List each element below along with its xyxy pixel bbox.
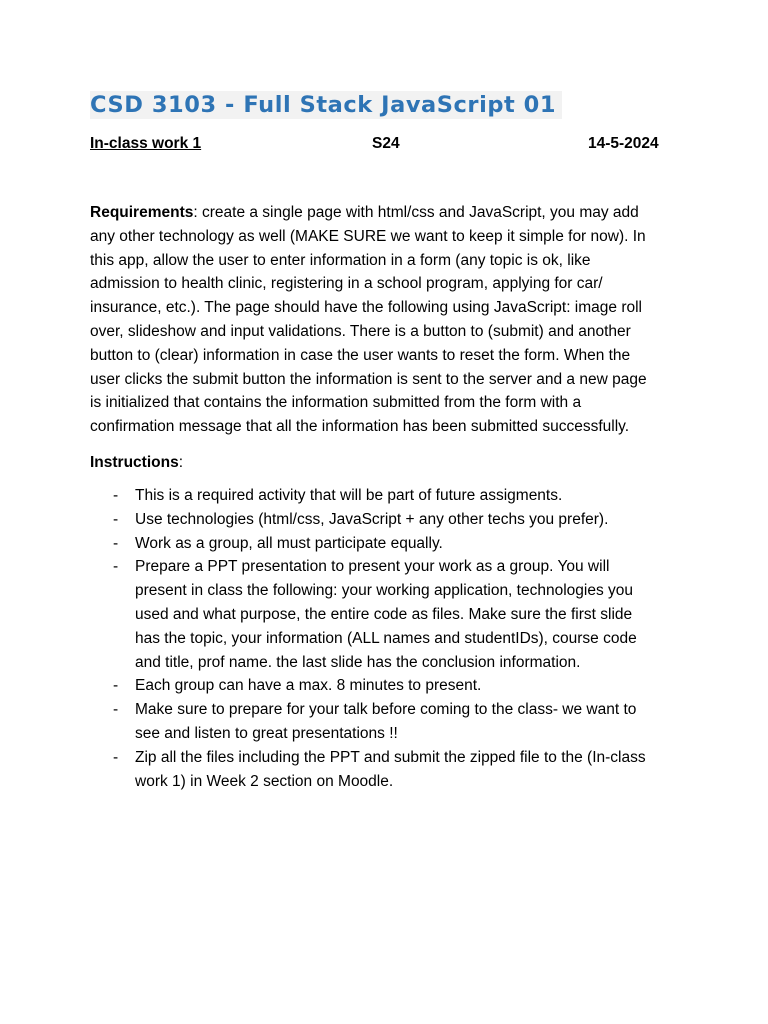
- instruction-line: see and listen to great presentations !!: [135, 724, 398, 742]
- instruction-item: [90, 698, 690, 746]
- instruction-line: Each group can have a max. 8 minutes to present.: [135, 677, 482, 695]
- bullet-dash: -: [113, 534, 119, 552]
- requirements-line: over, slideshow and input validations. There is a button to (submit) and another: [90, 322, 631, 340]
- bullet-dash: -: [113, 558, 119, 576]
- requirements-line: insurance, etc.). The page should have the following using JavaScript: image roll: [90, 299, 642, 317]
- document-title: CSD 3103 - Full Stack JavaScript 01: [90, 91, 562, 119]
- requirements-text: : create a single page with html/css and JavaScript, you may add: [193, 204, 639, 221]
- bullet-dash: -: [113, 748, 119, 766]
- requirements-line: [90, 201, 690, 225]
- assignment-label: In-class work 1: [90, 135, 202, 152]
- requirements-line: is initialized that contains the information submitted from the form with a: [90, 394, 582, 412]
- instruction-line: and title, prof name. the last slide has the conclusion information.: [135, 653, 581, 671]
- bullet-dash: -: [113, 510, 119, 528]
- instructions-heading-colon: :: [178, 454, 184, 471]
- term-label: S24: [372, 135, 400, 152]
- requirements-line: user clicks the submit button the information is sent to the server and a new page: [90, 370, 647, 388]
- instruction-item: [90, 532, 690, 556]
- date-label: 14-5-2024: [588, 135, 659, 152]
- requirements-line: button to (clear) information in case the user wants to reset the form. When the: [90, 346, 631, 364]
- bullet-dash: -: [113, 701, 119, 719]
- instruction-line: Prepare a PPT presentation to present your work as a group. You will: [135, 558, 610, 576]
- instruction-item: [90, 508, 690, 532]
- instruction-item: [90, 555, 690, 674]
- instruction-line: present in class the following: your working application, technologies you: [135, 582, 634, 600]
- instruction-line: has the topic, your information (ALL names and studentIDs), course code: [135, 629, 637, 647]
- bullet-dash: -: [113, 677, 119, 695]
- instruction-line: Use technologies (html/css, JavaScript + any other techs you prefer).: [135, 510, 609, 528]
- requirements-line: confirmation message that all the information has been submitted successfully.: [90, 418, 630, 436]
- requirements-line: admission to health clinic, registering in a school program, applying for car/: [90, 275, 603, 293]
- instruction-line: Zip all the files including the PPT and submit the zipped file to the (In-class: [135, 748, 646, 766]
- instruction-line: Make sure to prepare for your talk before coming to the class- we want to: [135, 701, 637, 719]
- instruction-line: used and what purpose, the entire code as files. Make sure the first slide: [135, 605, 633, 623]
- requirements-line: this app, allow the user to enter information in a form (any topic is ok, like: [90, 251, 591, 269]
- instruction-item: [90, 746, 690, 794]
- instruction-line: This is a required activity that will be part of future assigments.: [135, 487, 563, 504]
- instruction-item: [90, 484, 690, 508]
- instructions-heading: Instructions: [90, 454, 179, 471]
- instructions-heading-line: [90, 451, 183, 474]
- requirements-heading: Requirements: [90, 204, 194, 221]
- instruction-line: Work as a group, all must participate equally.: [135, 534, 443, 552]
- requirements-line: any other technology as well (MAKE SURE we want to keep it simple for now). In: [90, 227, 646, 245]
- instruction-line: work 1) in Week 2 section on Moodle.: [135, 772, 394, 790]
- bullet-dash: -: [113, 487, 119, 504]
- instruction-item: [90, 674, 690, 698]
- instructions-list: [90, 484, 690, 793]
- requirements-paragraph: [90, 201, 690, 439]
